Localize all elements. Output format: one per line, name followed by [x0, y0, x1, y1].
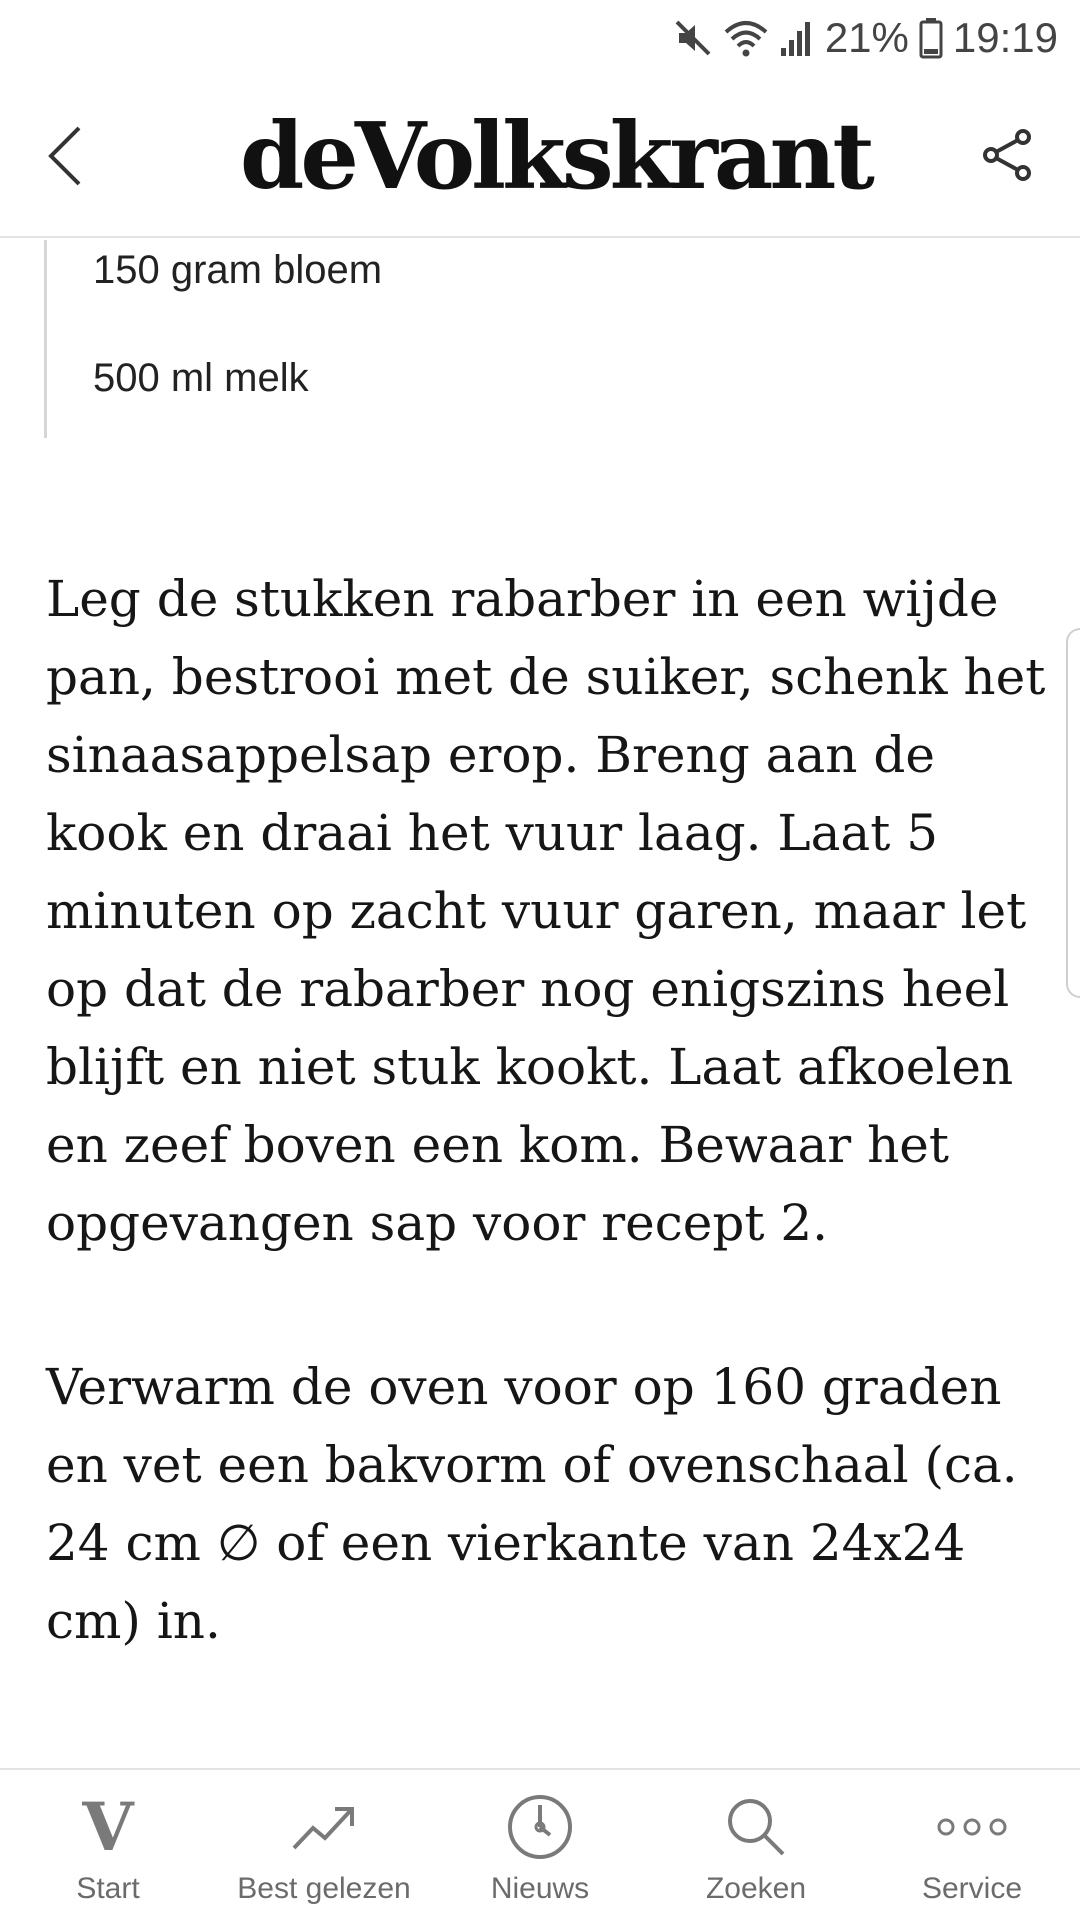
nav-label: Start	[76, 1872, 140, 1905]
clock-icon	[506, 1792, 574, 1862]
article-content[interactable]	[0, 240, 1080, 1768]
share-icon	[979, 127, 1035, 183]
wifi-icon	[723, 18, 769, 58]
scroll-indicator[interactable]	[1066, 628, 1080, 998]
search-icon	[725, 1792, 787, 1862]
article-paragraph: Verwarm de oven voor op 160 graden en vet een bakvorm of ovenschaal (ca. 24 cm ∅ of een vierkante van 24x24 cm) in.	[46, 1358, 1018, 1650]
nav-label: Service	[921, 1872, 1023, 1905]
trending-icon	[291, 1792, 357, 1862]
status-bar	[0, 0, 1080, 76]
clock-time: 19:19	[952, 14, 1058, 61]
battery-percentage: 21%	[824, 14, 909, 61]
app-header	[0, 76, 1080, 238]
bottom-navigation	[0, 1768, 1080, 1920]
ingredient-list	[44, 240, 744, 438]
ingredient-item: 500 ml melk	[93, 356, 309, 400]
nav-start[interactable]	[0, 1770, 216, 1920]
back-arrow-icon	[45, 124, 85, 188]
nav-service[interactable]	[864, 1770, 1080, 1920]
nav-label: Zoeken	[705, 1872, 807, 1905]
volkskrant-v-icon: V	[82, 1788, 134, 1866]
nav-zoeken[interactable]	[648, 1770, 864, 1920]
publication-logo[interactable]: deVolkskrant	[240, 102, 871, 210]
more-dots-icon	[936, 1792, 1008, 1862]
back-button[interactable]	[30, 116, 100, 196]
battery-icon	[919, 17, 943, 59]
share-button[interactable]	[972, 120, 1042, 190]
mute-icon	[673, 18, 713, 58]
signal-icon	[779, 18, 815, 58]
article-paragraph: Leg de stukken rabarber in een wijde pan, bestrooi met de suiker, schenk het sinaasappelsap erop. Breng aan de kook en draai het vuur laag. Laat 5 minuten op zacht vuur garen, maar let op dat de rabarber nog enigszins heel blijft en niet stuk kookt. Laat afkoelen en zeef boven een kom. Bewaar het opgevangen sap voor recept 2.	[46, 570, 1046, 1252]
ingredient-item: 150 gram bloem	[93, 248, 383, 292]
nav-label: Nieuws	[490, 1872, 590, 1905]
nav-label: Best gelezen	[237, 1872, 411, 1905]
nav-nieuws[interactable]	[432, 1770, 648, 1920]
nav-best-gelezen[interactable]	[216, 1770, 432, 1920]
